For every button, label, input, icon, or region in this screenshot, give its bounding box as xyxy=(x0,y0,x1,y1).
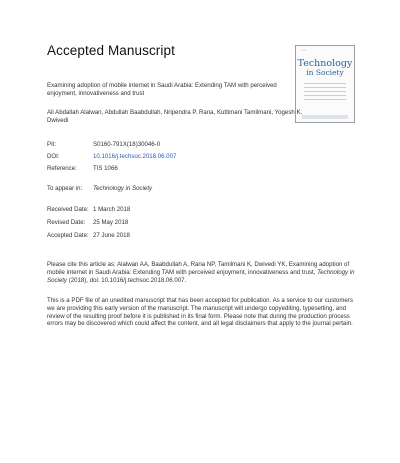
appear-value: Technology in Society xyxy=(93,185,153,192)
cover-title-line2: in Society xyxy=(306,68,344,77)
citation-prefix: Please cite this article as: Alalwan AA, Baabdullah A, Rana NP, Tamilmani K, Dwivedi YK, Examining adoption of mobile internet in Saudi Arabia: Extending TAM with perceived enjoyment, innovativeness and trust, xyxy=(47,261,350,276)
citation-suffix: (2018), doi: 10.1016/j.techsoc.2018.06.007. xyxy=(68,276,187,284)
citation-paragraph xyxy=(47,261,355,284)
reference-value: TIS 1066 xyxy=(93,165,118,172)
citation-journal: Technology in Society xyxy=(47,268,355,284)
page-title: Accepted Manuscript xyxy=(47,43,175,58)
doi-link[interactable]: 10.1016/j.techsoc.2018.06.007 xyxy=(93,153,177,160)
appear-label: To appear in: xyxy=(47,185,83,192)
accepted-value: 27 June 2018 xyxy=(93,232,130,239)
received-label: Received Date: xyxy=(47,206,89,213)
received-value: 1 March 2018 xyxy=(93,206,131,213)
article-authors: Ali Abdallah Alalwan, Abdullah Baabdullah, Nripendra P. Rana, Kuttimani Tamilmani, Yogesh K. Dwivedi xyxy=(47,109,303,124)
cover-title-line1: Technology xyxy=(297,58,353,69)
cover-publisher-mark: ▪ ▫ ▪ xyxy=(302,49,307,52)
cover-journal-title xyxy=(296,59,354,77)
cover-footer-bar xyxy=(302,115,348,119)
reference-label: Reference: xyxy=(47,165,77,172)
pii-value: S0160-791X(18)30046-0 xyxy=(93,141,161,148)
pii-label: PII: xyxy=(47,141,57,148)
revised-value: 25 May 2018 xyxy=(93,219,129,226)
disclaimer-paragraph: This is a PDF file of an unedited manuscript that has been accepted for publication. As a service to our customers we are providing this early version of the manuscript. The manuscript will undergo copyediting, typesetting, and review of the resulting proof before it is published in its final form. Please note that during the production process errors may be discovered which could affect the content, and all legal disclaimers that apply to the journal pertain. xyxy=(47,297,353,328)
revised-label: Revised Date: xyxy=(47,219,86,226)
doi-label: DOI: xyxy=(47,153,60,160)
article-title: Examining adoption of mobile internet in Saudi Arabia: Extending TAM with perceived enjoyment, innovativeness and trust xyxy=(47,82,277,97)
cover-decoration xyxy=(304,83,346,103)
accepted-label: Accepted Date: xyxy=(47,232,89,239)
